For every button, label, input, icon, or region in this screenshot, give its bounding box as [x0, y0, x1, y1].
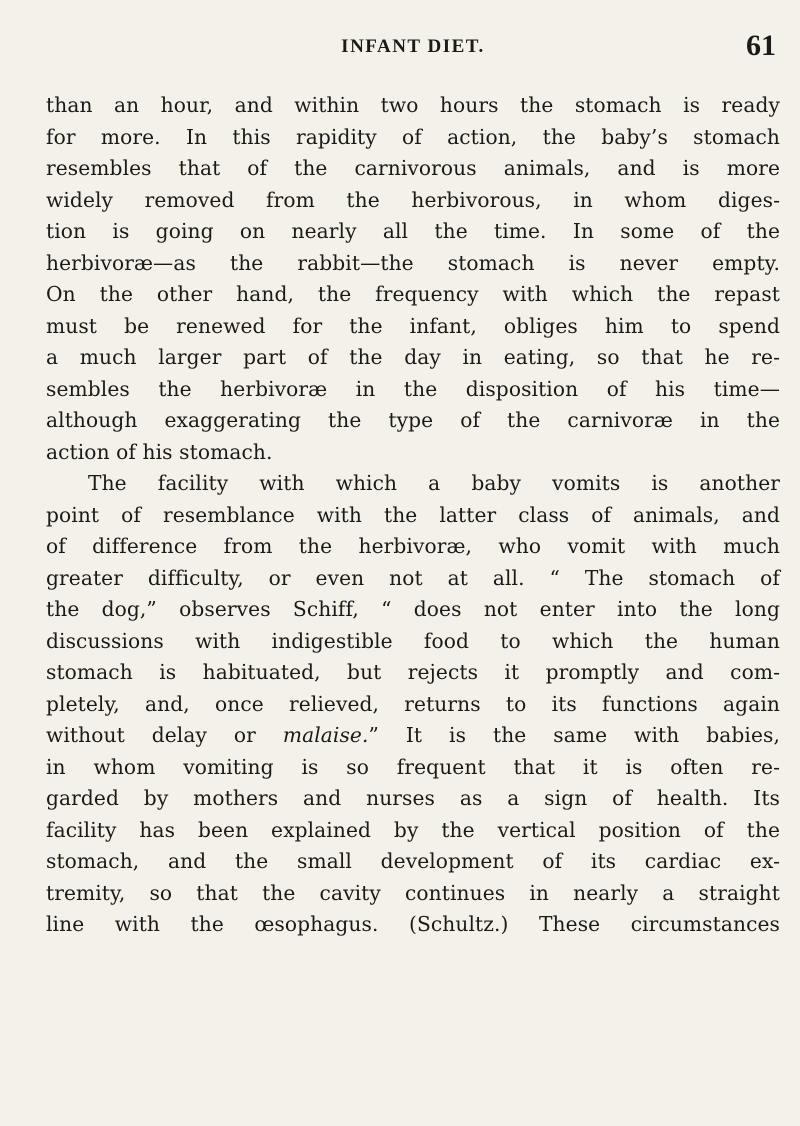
text-line: point of resemblance with the latter class of animals, and [46, 502, 780, 527]
text-line: sembles the herbivoræ in the disposition of his time— [46, 376, 780, 401]
text-line: in whom vomiting is so frequent that it is often re- [46, 754, 780, 779]
text-line: widely removed from the herbivorous, in whom diges- [46, 187, 780, 212]
text-line: than an hour, and within two hours the stomach is ready [46, 93, 780, 117]
text-line: tion is going on nearly all the time. In some of the [46, 219, 780, 243]
text-line: although exaggerating the type of the carnivoræ in the [46, 408, 780, 432]
text-line: discussions with indigestible food to which the human [46, 628, 780, 653]
text-segment: without delay or [46, 723, 283, 747]
text-line: a much larger part of the day in eating, so that he re- [46, 345, 780, 369]
text-line: stomach, and the small development of its cardiac ex- [46, 849, 780, 873]
text-line-with-italic [46, 720, 780, 752]
text-line: stomach is habituated, but rejects it promptly and com- [46, 660, 780, 684]
text-line: pletely, and, once relieved, returns to its functions again [46, 691, 780, 716]
text-line: On the other hand, the frequency with which the repast [46, 282, 780, 306]
text-line: of difference from the herbivoræ, who vomit with much [46, 534, 780, 558]
text-line: herbivoræ—as the rabbit—the stomach is never empty. [46, 250, 780, 275]
text-line: resembles that of the carnivorous animals, and is more [46, 156, 780, 180]
text-line: facility has been explained by the vertical position of the [46, 817, 780, 842]
paragraph-1 [46, 90, 780, 468]
running-head [46, 29, 780, 72]
running-title: INFANT DIET. [341, 36, 485, 57]
text-line: for more. In this rapidity of action, the baby’s stomach [46, 124, 780, 149]
body-text [46, 90, 780, 941]
paragraph-2 [46, 468, 780, 941]
text-line: line with the œsophagus. (Schultz.) These circumstances [46, 912, 780, 936]
text-line: garded by mothers and nurses as a sign of health. Its [46, 786, 780, 810]
text-line: must be renewed for the infant, obliges him to spend [46, 313, 780, 338]
text-line: the dog,” observes Schiff, “ does not enter into the long [46, 597, 780, 621]
text-line: action of his stomach. [46, 439, 273, 464]
text-line: tremity, so that the cavity continues in nearly a straight [46, 880, 780, 905]
text-line: The facility with which a baby vomits is another [88, 471, 780, 495]
page-number: 61 [746, 29, 776, 62]
text-segment: ” It is the same with babies, [368, 723, 780, 747]
italic-term: malaise. [282, 723, 369, 747]
text-line: greater difficulty, or even not at all. “ The stomach of [46, 565, 780, 590]
